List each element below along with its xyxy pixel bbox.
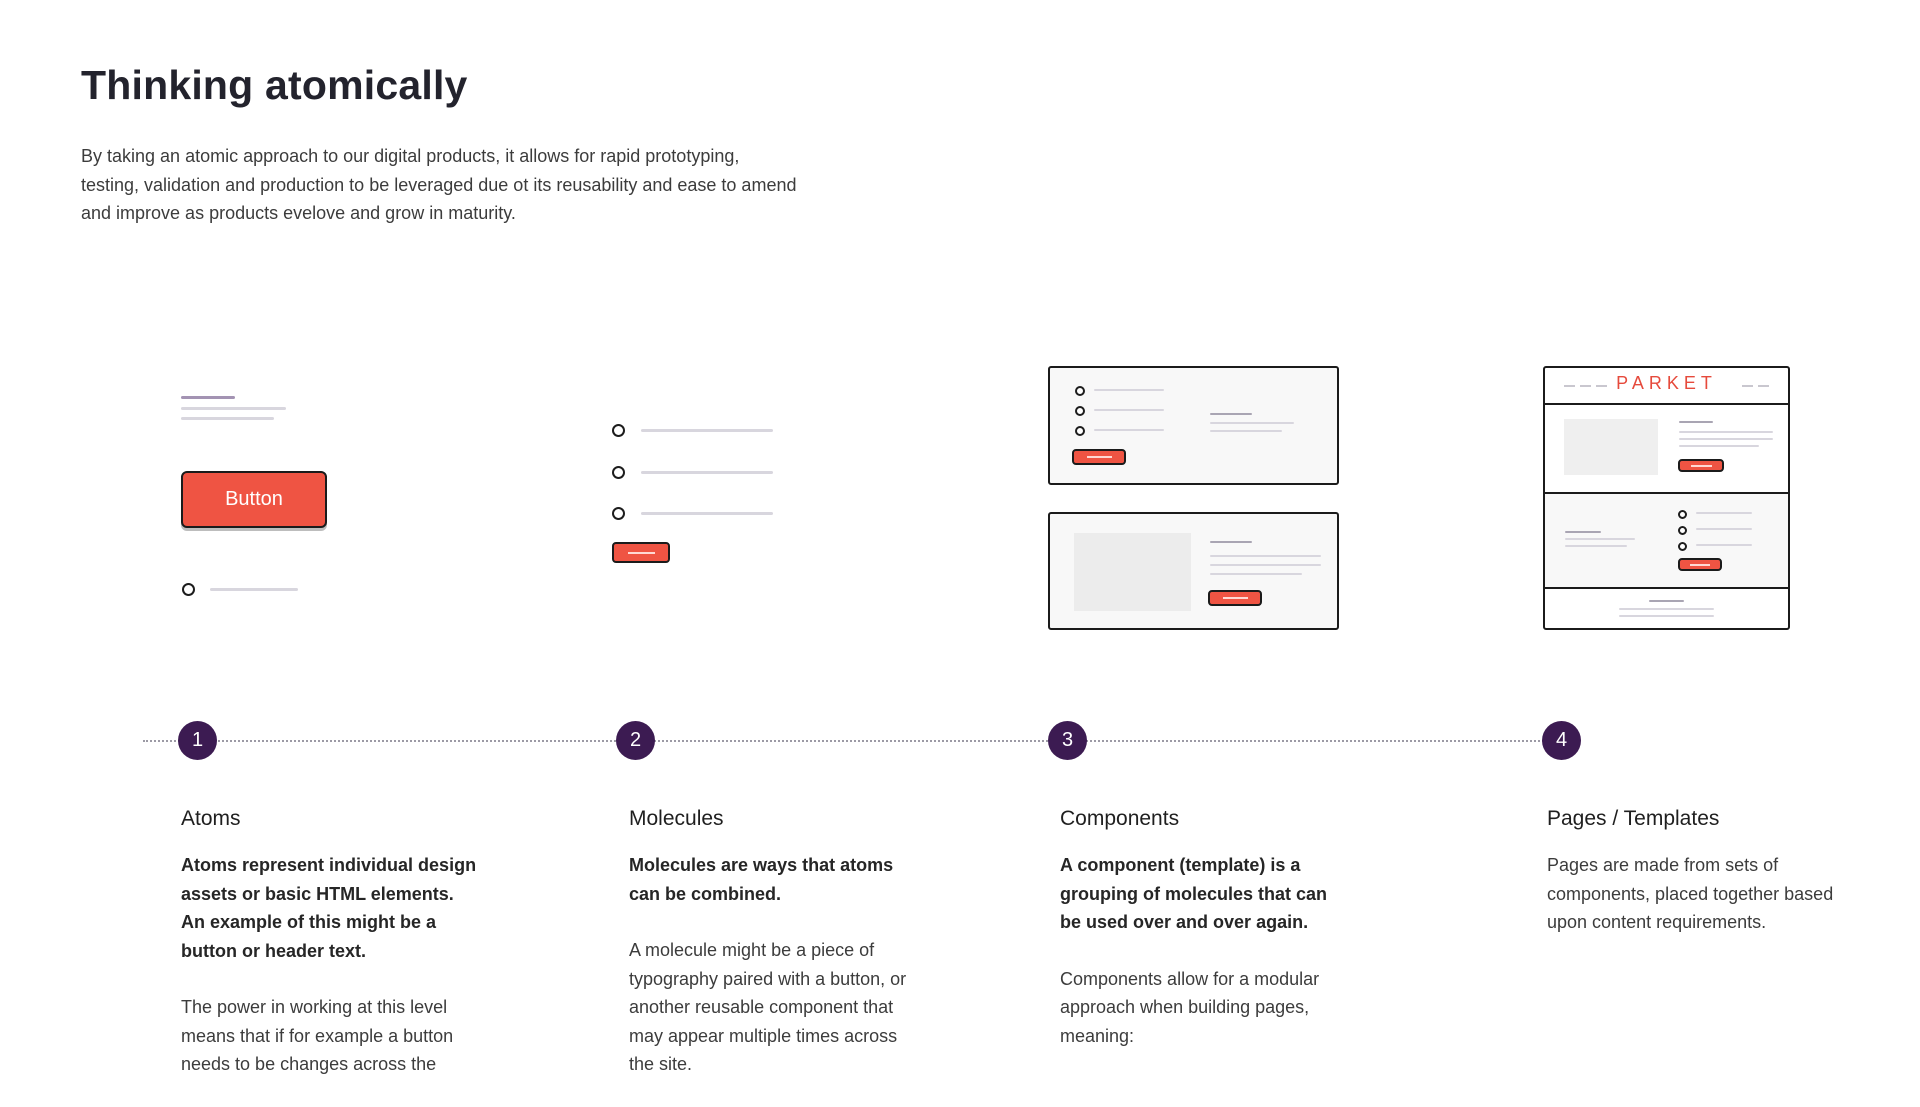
step-column-components: [1060, 805, 1340, 1078]
radio-icon: [182, 583, 195, 596]
text-line: [1619, 608, 1714, 610]
text-line: [1094, 389, 1164, 391]
page-title: Thinking atomically: [81, 62, 468, 108]
heading-line: [1210, 541, 1252, 543]
text-line: [1210, 573, 1302, 575]
image-placeholder: [1074, 533, 1191, 611]
mini-button: [1678, 558, 1722, 571]
text-line: [641, 471, 773, 474]
component-card: [1048, 366, 1339, 485]
radio-icon: [612, 424, 625, 437]
page-footer-section: [1545, 587, 1788, 630]
text-line: [641, 429, 773, 432]
heading-line: [1210, 413, 1252, 415]
step-body: Components allow for a modular approach when building pages, meaning:: [1060, 968, 1320, 1046]
page-section: [1545, 403, 1788, 492]
mini-button: [612, 542, 670, 563]
text-line: [1679, 431, 1773, 433]
heading-line: [1565, 531, 1601, 533]
text-line: [1565, 538, 1635, 540]
heading-line: [1679, 421, 1713, 423]
step-badge-2: 2: [616, 721, 655, 760]
radio-icon: [612, 507, 625, 520]
text-line: [1696, 512, 1752, 514]
brand-logo: PARKET: [1616, 373, 1717, 393]
text-line: [181, 407, 286, 410]
step-title: Atoms: [181, 807, 241, 830]
step-lead: Atoms represent individual design assets or basic HTML elements. An example of this might be a button or header text.: [181, 855, 477, 961]
step-badge-1: 1: [178, 721, 217, 760]
dash: [1758, 385, 1769, 387]
step-lead: Molecules are ways that atoms can be combined.: [629, 855, 894, 904]
page-section: [1545, 492, 1788, 587]
radio-icon: [1075, 406, 1085, 416]
step-badge-4: 4: [1542, 721, 1581, 760]
step-body: Pages are made from sets of components, placed together based upon content requirements.: [1547, 855, 1834, 932]
step-lead: A component (template) is a grouping of molecules that can be used over and over again.: [1060, 855, 1328, 932]
step-body: A molecule might be a piece of typography paired with a button, or another reusable component that may appear multiple times across the site.: [629, 940, 907, 1074]
text-line: [1679, 445, 1759, 447]
intro-paragraph: By taking an atomic approach to our digital products, it allows for rapid prototyping, testing, validation and production to be leveraged due ot its reusability and ease to amend and improve as products evelove and grow in maturity.: [81, 146, 797, 223]
text-line: [1094, 429, 1164, 431]
timeline-line: [143, 740, 1563, 742]
step-badge-3: 3: [1048, 721, 1087, 760]
radio-icon: [1075, 386, 1085, 396]
heading-line: [1649, 600, 1684, 602]
text-line: [1094, 409, 1164, 411]
text-line: [641, 512, 773, 515]
text-line: [210, 588, 298, 591]
text-line: [1619, 615, 1714, 617]
text-line: [1210, 564, 1321, 566]
step-column-molecules: [629, 805, 914, 1107]
mini-button: [1208, 590, 1262, 606]
step-column-atoms: [181, 805, 481, 1107]
text-line: [1565, 545, 1627, 547]
radio-icon: [612, 466, 625, 479]
image-placeholder: [1564, 419, 1658, 475]
mini-button: [1678, 459, 1724, 472]
dash: [1742, 385, 1753, 387]
text-line: [1210, 555, 1321, 557]
radio-icon: [1678, 526, 1687, 535]
heading-line: [181, 396, 235, 399]
radio-icon: [1075, 426, 1085, 436]
text-line: [1679, 438, 1773, 440]
radio-icon: [1678, 542, 1687, 551]
mini-button: [1072, 449, 1126, 465]
text-line: [1210, 430, 1282, 432]
page-template-illustration: [1543, 366, 1790, 630]
text-line: [181, 417, 274, 420]
text-line: [1696, 528, 1752, 530]
step-title: Pages / Templates: [1547, 807, 1720, 830]
step-title: Components: [1060, 807, 1180, 830]
step-column-pages: [1547, 805, 1857, 965]
text-line: [1210, 422, 1294, 424]
component-card: [1048, 512, 1339, 630]
step-title: Molecules: [629, 807, 724, 830]
step-body: The power in working at this level means that if for example a button needs to be changes across the: [181, 997, 454, 1074]
radio-icon: [1678, 510, 1687, 519]
text-line: [1696, 544, 1752, 546]
example-button[interactable]: Button: [181, 471, 327, 528]
